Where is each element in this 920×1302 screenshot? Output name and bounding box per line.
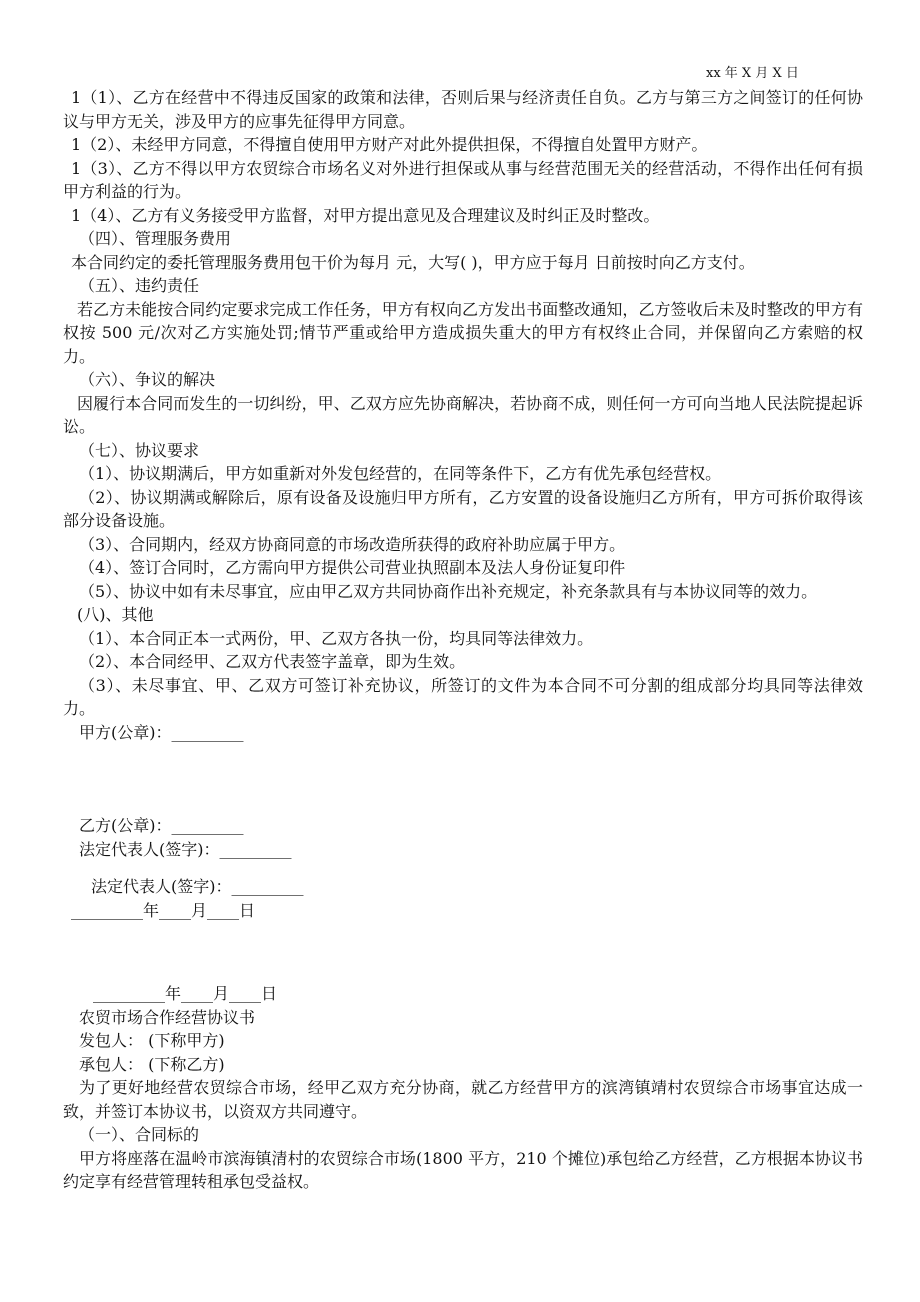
sign-date-2: _________年____月____日 bbox=[93, 984, 278, 1003]
clause-1-3: 1（3）、乙方不得以甲方农贸综合市场名义对外进行担保或从事与经营范围无关的经营活动，不得作出任何有损甲方利益的行为。 bbox=[63, 158, 863, 201]
clause-1-1: 1（1）、乙方在经营中不得违反国家的政策和法律，否则后果与经济责任自负。乙方与第三方之间签订的任何协议与甲方无关，涉及甲方的应事先征得甲方同意。 bbox=[63, 88, 863, 131]
section-8-item: （1）、本合同正本一式两份，甲、乙双方各执一份，均具同等法律效力。 bbox=[79, 628, 594, 648]
spacer bbox=[63, 861, 863, 875]
section-5-heading: （五）、违约责任 bbox=[79, 276, 200, 295]
agreement-title: 农贸市场合作经营协议书 bbox=[79, 1007, 256, 1027]
spacer bbox=[63, 744, 863, 814]
section-7-item: （3）、合同期内，经双方协商同意的市场改造所获得的政府补助应属于甲方。 bbox=[79, 534, 626, 554]
section-7-heading: （七）、协议要求 bbox=[79, 440, 200, 460]
section-6-heading: （六）、争议的解决 bbox=[79, 370, 216, 389]
section-5-body: 若乙方未能按合同约定要求完成工作任务，甲方有权向乙方发出书面整改通知，乙方签收后未及时整改的甲方有权按 500 元/次对乙方实施处罚;情节严重或给甲方造成损失重大的甲方有权终止合同，并保留向乙方索赔的权力。 bbox=[63, 299, 863, 366]
section-8-heading: (八)、其他 bbox=[77, 605, 154, 624]
section-7-item: （5）、协议中如有未尽事宜，应由甲乙双方共同协商作出补充规定，补充条款具有与本协议同等的效力。 bbox=[79, 581, 818, 601]
spacer bbox=[63, 922, 863, 982]
section-7-item: （2）、协议期满或解除后，原有设备及设施归甲方所有，乙方安置的设备设施归乙方所有，甲方可拆价取得该部分设备设施。 bbox=[63, 487, 863, 530]
agreement-intro: 为了更好地经营农贸综合市场，经甲乙双方充分协商，就乙方经营甲方的滨湾镇靖村农贸综合市场事宜达成一致，并签订本协议书，以资双方共同遵守。 bbox=[63, 1078, 863, 1121]
agreement-section-1-heading: （一）、合同标的 bbox=[79, 1125, 200, 1144]
contractor-line: 承包人： (下称乙方) bbox=[79, 1054, 225, 1074]
section-4-heading: （四）、管理服务费用 bbox=[79, 229, 232, 248]
clause-1-2: 1（2）、未经甲方同意，不得擅自使用甲方财产对此外提供担保，不得擅自处置甲方财产。 bbox=[71, 135, 708, 154]
party-b-seal: 乙方(公章)：_________ bbox=[79, 816, 244, 835]
clause-1-4: 1（4）、乙方有义务接受甲方监督，对甲方提出意见及合理建议及时纠正及时整改。 bbox=[71, 205, 660, 225]
document-body bbox=[63, 86, 863, 1194]
section-8-item: （3）、未尽事宜、甲、乙双方可签订补充协议，所签订的文件为本合同不可分割的组成部分均具同等法律效力。 bbox=[63, 675, 863, 718]
sign-date-1: _________年____月____日 bbox=[71, 900, 256, 920]
party-a-seal: 甲方(公章)：_________ bbox=[79, 722, 244, 742]
section-8-item: （2）、本合同经甲、乙双方代表签字盖章，即为生效。 bbox=[79, 652, 466, 671]
section-7-item: （4）、签订合同时，乙方需向甲方提供公司营业执照副本及法人身份证复印件 bbox=[79, 558, 626, 577]
agreement-section-1-body: 甲方将座落在温岭市滨海镇清村的农贸综合市场(1800 平方，210 个摊位)承包给乙方经营，乙方根据本协议书约定享有经营管理转租承包受益权。 bbox=[63, 1148, 863, 1191]
section-4-body: 本合同约定的委托管理服务费用包干价为每月 元，大写( )，甲方应于每月 日前按时向乙方支付。 bbox=[71, 252, 755, 272]
legal-rep-signature-1: 法定代表人(签字)：_________ bbox=[79, 839, 292, 859]
section-6-body: 因履行本合同而发生的一切纠纷，甲、乙双方应先协商解决，若协商不成，则任何一方可向当地人民法院提起诉讼。 bbox=[63, 393, 863, 436]
issuer-line: 发包人： (下称甲方) bbox=[79, 1031, 225, 1050]
legal-rep-signature-2: 法定代表人(签字)：_________ bbox=[91, 877, 304, 896]
section-7-item: （1）、协议期满后，甲方如重新对外发包经营的，在同等条件下，乙方有优先承包经营权。 bbox=[79, 464, 722, 483]
header-date: xx 年 X 月 X 日 bbox=[706, 66, 799, 81]
